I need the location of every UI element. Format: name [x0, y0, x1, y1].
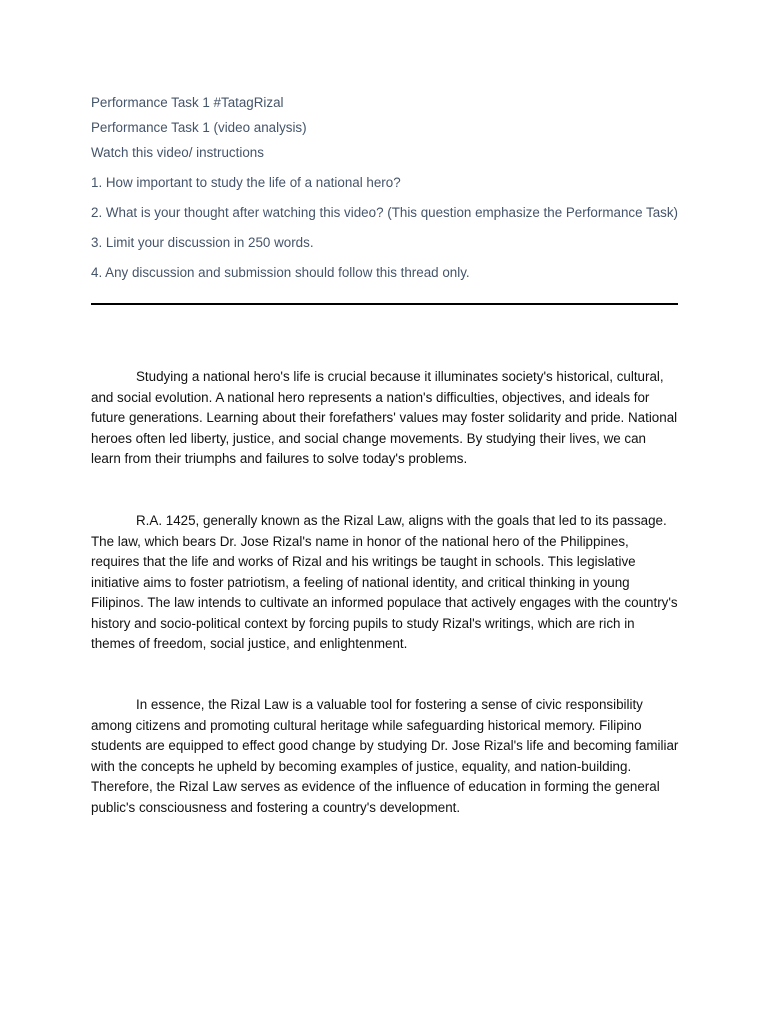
task-subtitle: Performance Task 1 (video analysis) — [91, 120, 307, 135]
paragraph-text: In essence, the Rizal Law is a valuable tool for fostering a sense of civic responsibility among citizens and promoting cultural heritage while safeguarding historical memory. Filipino students are equipped to effect good change by studying Dr. Jose Rizal's life and becoming familiar with the concepts he upheld by becoming examples of justice, equality, and nation-building. Therefore, the Rizal Law serves as evidence of the influence of education in forming the general public's consciousness and fostering a country's development. — [91, 697, 679, 815]
essay-paragraph-3 — [91, 695, 679, 818]
task-title: Performance Task 1 #TatagRizal — [91, 95, 284, 110]
question-2: 2. What is your thought after watching this video? (This question emphasize the Performance Task) — [91, 205, 679, 220]
paragraph-text: Studying a national hero's life is crucial because it illuminates society's historical, cultural, and social evolution. A national hero represents a nation's difficulties, objectives, and ideals for future generations. Learning about their forefathers' values may foster solidarity and pride. National heroes often led liberty, justice, and social change movements. By studying their lives, we can learn from their triumphs and failures to solve today's problems. — [91, 369, 678, 466]
question-4: 4. Any discussion and submission should follow this thread only. — [91, 265, 470, 280]
paragraph-text: R.A. 1425, generally known as the Rizal Law, aligns with the goals that led to its passage. The law, which bears Dr. Jose Rizal's name in honor of the national hero of the Philippines, requires that the life and works of Rizal and his writings be taught in schools. This legislative initiative aims to foster patriotism, a feeling of national identity, and critical thinking in young Filipinos. The law intends to cultivate an informed populace that actively engages with the country's history and socio-political context by forcing pupils to study Rizal's writings, which are rich in themes of freedom, social justice, and enlightenment. — [91, 513, 678, 651]
instructions-label: Watch this video/ instructions — [91, 145, 264, 160]
header-divider — [91, 303, 678, 305]
task-header — [91, 93, 679, 283]
question-3: 3. Limit your discussion in 250 words. — [91, 235, 314, 250]
essay-paragraph-1 — [91, 367, 679, 470]
essay-paragraph-2 — [91, 511, 679, 655]
question-1: 1. How important to study the life of a national hero? — [91, 175, 401, 190]
